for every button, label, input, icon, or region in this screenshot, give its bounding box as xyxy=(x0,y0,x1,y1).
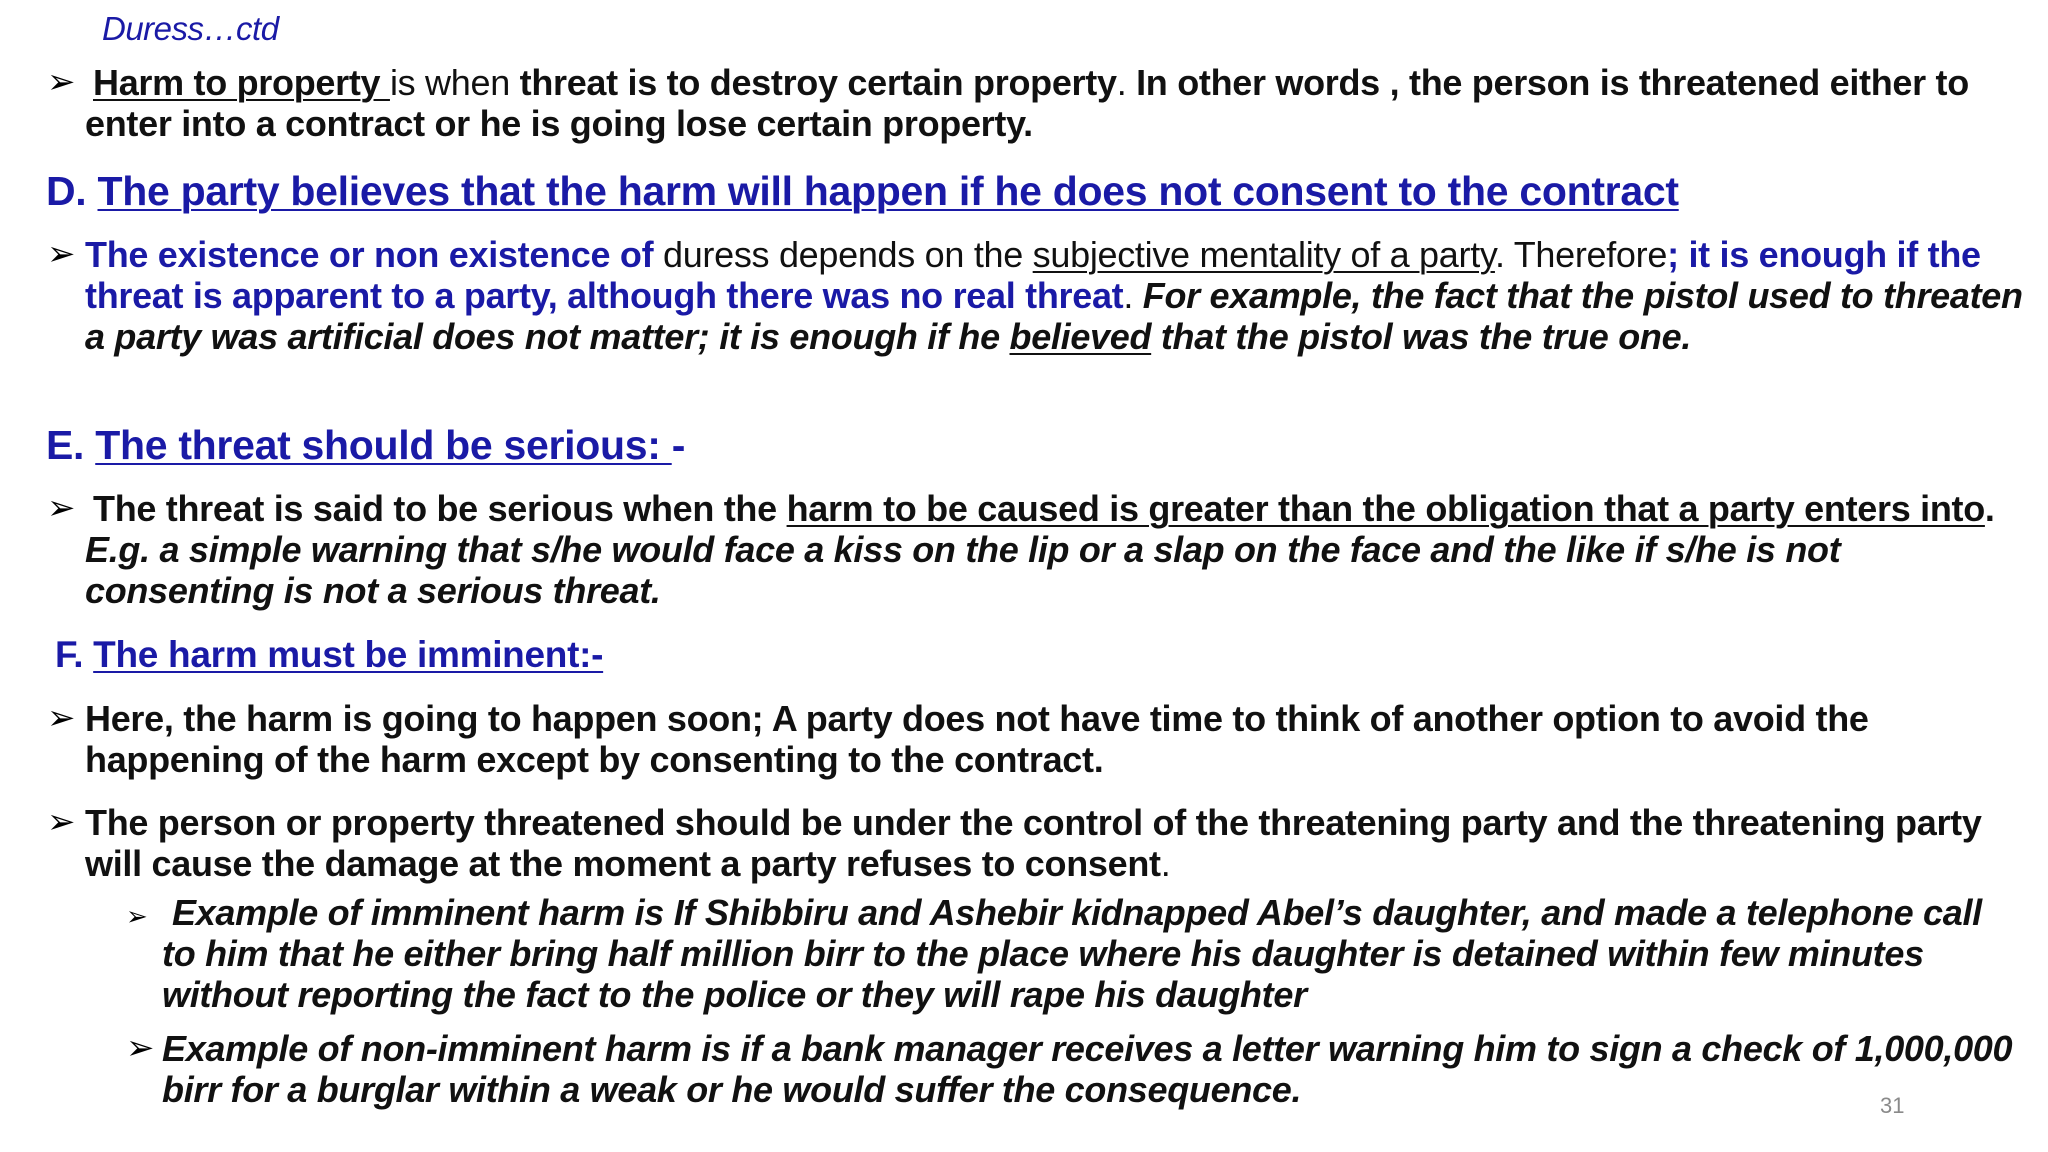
heading-e: E. The threat should be serious: - xyxy=(46,422,686,468)
sub-bullet-imminent-example: ➢ Example of imminent harm is If Shibbiru and Ashebir kidnapped Abel’s daughter, and made a telephone call to him that he either bring half million birr to the place where his daughter is detained within few minutes without reporting the fact to the police or they will rape his daughter xyxy=(126,892,1982,1015)
arrow-bullet-icon: ➢ xyxy=(47,63,76,101)
page-number: 31 xyxy=(1880,1093,1905,1118)
slide-title: Duress…ctd xyxy=(102,10,279,47)
arrow-bullet-icon: ➢ xyxy=(47,235,76,273)
bullet-serious-threat: ➢ The threat is said to be serious when the harm to be caused is greater than the obligation that a party enters into. E.g. a simple warning that s/he would face a kiss on the lip or a slap on the face and the like if s/he is not consenting is not a serious threat. xyxy=(47,488,1995,611)
arrow-bullet-icon: ➢ xyxy=(126,1029,155,1067)
arrow-bullet-icon: ➢ xyxy=(126,901,148,931)
sub-bullet-non-imminent-example: ➢ Example of non-imminent harm is if a bank manager receives a letter warning him to sign a check of 1,000,000 birr for a burglar within a weak or he would suffer the consequence. xyxy=(126,1028,2013,1110)
arrow-bullet-icon: ➢ xyxy=(47,489,76,527)
bullet-subjective-mentality: ➢ The existence or non existence of duress depends on the subjective mentality of a party. Therefore; it is enough if the threat is apparent to a party, although there was no real threat. For example, the fact that the pistol used to threaten a party was artificial does not matter; it is enough if he believed that the pistol was the true one. xyxy=(47,234,2023,357)
bullet-harm-soon: ➢ Here, the harm is going to happen soon; A party does not have time to think of another option to avoid the happening of the harm except by consenting to the contract. xyxy=(47,698,1869,780)
bullet-harm-to-property: ➢ Harm to property is when threat is to destroy certain property. In other words , the person is threatened either to enter into a contract or he is going lose certain property. xyxy=(47,62,1969,144)
arrow-bullet-icon: ➢ xyxy=(47,699,76,737)
arrow-bullet-icon: ➢ xyxy=(47,803,76,841)
bullet-under-control: ➢ The person or property threatened should be under the control of the threatening party and the threatening party will cause the damage at the moment a party refuses to consent. xyxy=(47,802,1982,884)
heading-f: F. The harm must be imminent:- xyxy=(55,634,604,675)
heading-d: D. The party believes that the harm will happen if he does not consent to the contract xyxy=(46,168,1679,214)
